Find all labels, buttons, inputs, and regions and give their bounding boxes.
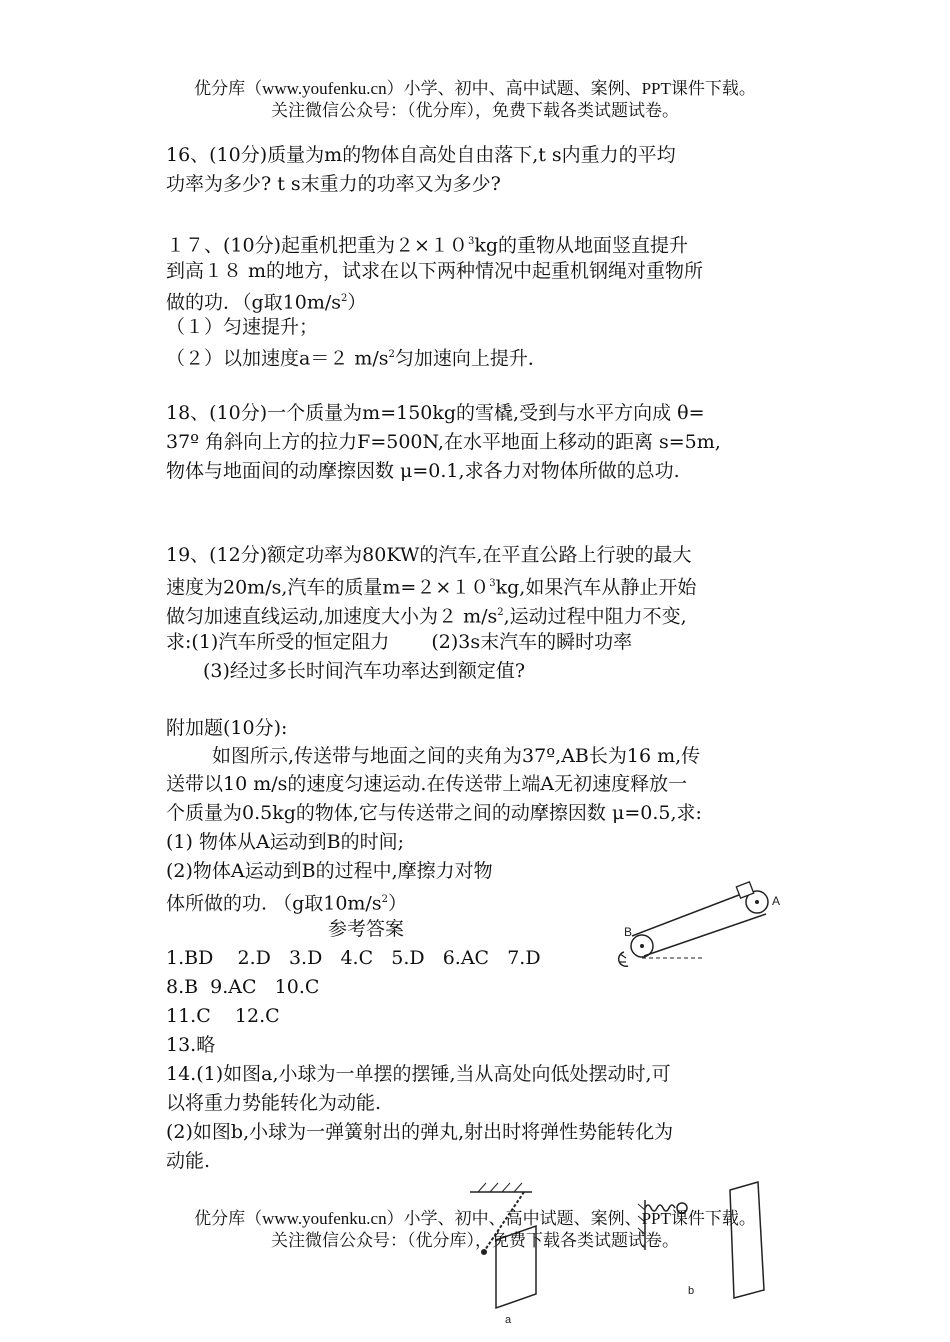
answers-title: 参考答案: [328, 918, 405, 940]
answer-14-line-3: (2)如图b,小球为一弹簧射出的弹丸,射出时将弹性势能转化为: [166, 1121, 674, 1143]
label-b: B: [624, 925, 633, 939]
answer-14-line-2: 以将重力势能转化为动能.: [166, 1092, 382, 1114]
bonus-line-4: (1) 物体从A运动到B的时间;: [166, 831, 405, 853]
q18-line-3: 物体与地面间的动摩擦因数 μ=0.1,求各力对物体所做的总功.: [166, 460, 680, 482]
bonus-line-1: 如图所示,传送带与地面之间的夹角为37º,AB长为16 m,传: [212, 745, 701, 767]
q17-line-4: （１）匀速提升；: [166, 316, 319, 338]
footer-line-1: 优分库（www.youfenku.cn）小学、初中、高中试题、案例、PPT课件下载。: [194, 1209, 756, 1228]
q17-line-3: 做的功．（g取$10m/s^2$）: [166, 291, 367, 314]
q19-line-2: 速度为20m/s,汽车的质量$m=2\times 10^3kg$,如果汽车从静止开始: [166, 576, 697, 599]
fig-label-a: a: [505, 1314, 512, 1326]
pendulum-figure: [460, 1178, 560, 1328]
q19-line-3: 做匀加速直线运动,加速度大小为２ $m/s^2$,运动过程中阻力不变,: [166, 605, 687, 628]
q19-line-4: 求:(1)汽车所受的恒定阻力 (2)3s末汽车的瞬时功率: [166, 631, 633, 653]
answer-14-line-1: 14.(1)如图a,小球为一单摆的摆锤,当从高处向低处摆动时,可: [166, 1063, 671, 1085]
bonus-line-2: 送带以10 m/s的速度匀速运动.在传送带上端A无初速度释放一: [166, 773, 688, 795]
header-line-1: 优分库（www.youfenku.cn）小学、初中、高中试题、案例、PPT课件下载。: [194, 79, 756, 98]
bonus-line-3: 个质量为0.5kg的物体,它与传送带之间的动摩擦因数 μ=0.5,求:: [166, 802, 702, 824]
q16-line-1: 16、(10分)质量为m的物体自高处自由落下,t s内重力的平均: [166, 144, 676, 166]
answers-row-3: 11.C 12.C: [166, 1005, 280, 1027]
answers-row-2: 8.B 9.AC 10.C: [166, 976, 320, 998]
conveyor-diagram: [600, 878, 800, 978]
bonus-line-6: 体所做的功. （g取$10m/s^2$）: [166, 892, 407, 915]
q17-line-2: 到高１８ m的地方，试求在以下两种情况中起重机钢绳对重物所: [166, 260, 704, 282]
q16-line-2: 功率为多少? t s末重力的功率又为多少?: [166, 173, 501, 195]
q18-line-2: 37º 角斜向上方的拉力F=500N,在水平地面上移动的距离 s=5m,: [166, 431, 721, 453]
q17-line-5: （２）以加速度a＝２ $m/s^2$匀加速向上提升．: [166, 347, 547, 370]
label-a: A: [772, 894, 781, 908]
answers-row-1: 1.BD 2.D 3.D 4.C 5.D 6.AC 7.D: [166, 947, 541, 969]
q17-line-1: １７、(10分)起重机把重为$2\times 10^3kg$的重物从地面竖直提升: [166, 234, 688, 257]
q19-line-5: (3)经过多长时间汽车功率达到额定值?: [203, 660, 526, 682]
q18-line-1: 18、(10分)一个质量为m=150kg的雪橇,受到与水平方向成 θ=: [166, 402, 705, 424]
answer-14-line-4: 动能.: [166, 1150, 211, 1172]
footer-line-2: 关注微信公众号：（优分库），免费下载各类试题试卷。: [271, 1231, 679, 1250]
q19-line-1: 19、(12分)额定功率为80KW的汽车,在平直公路上行驶的最大: [166, 544, 692, 566]
answers-row-4: 13.略: [166, 1034, 216, 1056]
bonus-title: 附加题(10分):: [166, 717, 288, 739]
fig-label-b: b: [688, 1285, 695, 1297]
header-line-2: 关注微信公众号：（优分库），免费下载各类试题试卷。: [271, 101, 679, 120]
bonus-line-5: (2)物体A运动到B的过程中,摩擦力对物: [166, 860, 493, 882]
